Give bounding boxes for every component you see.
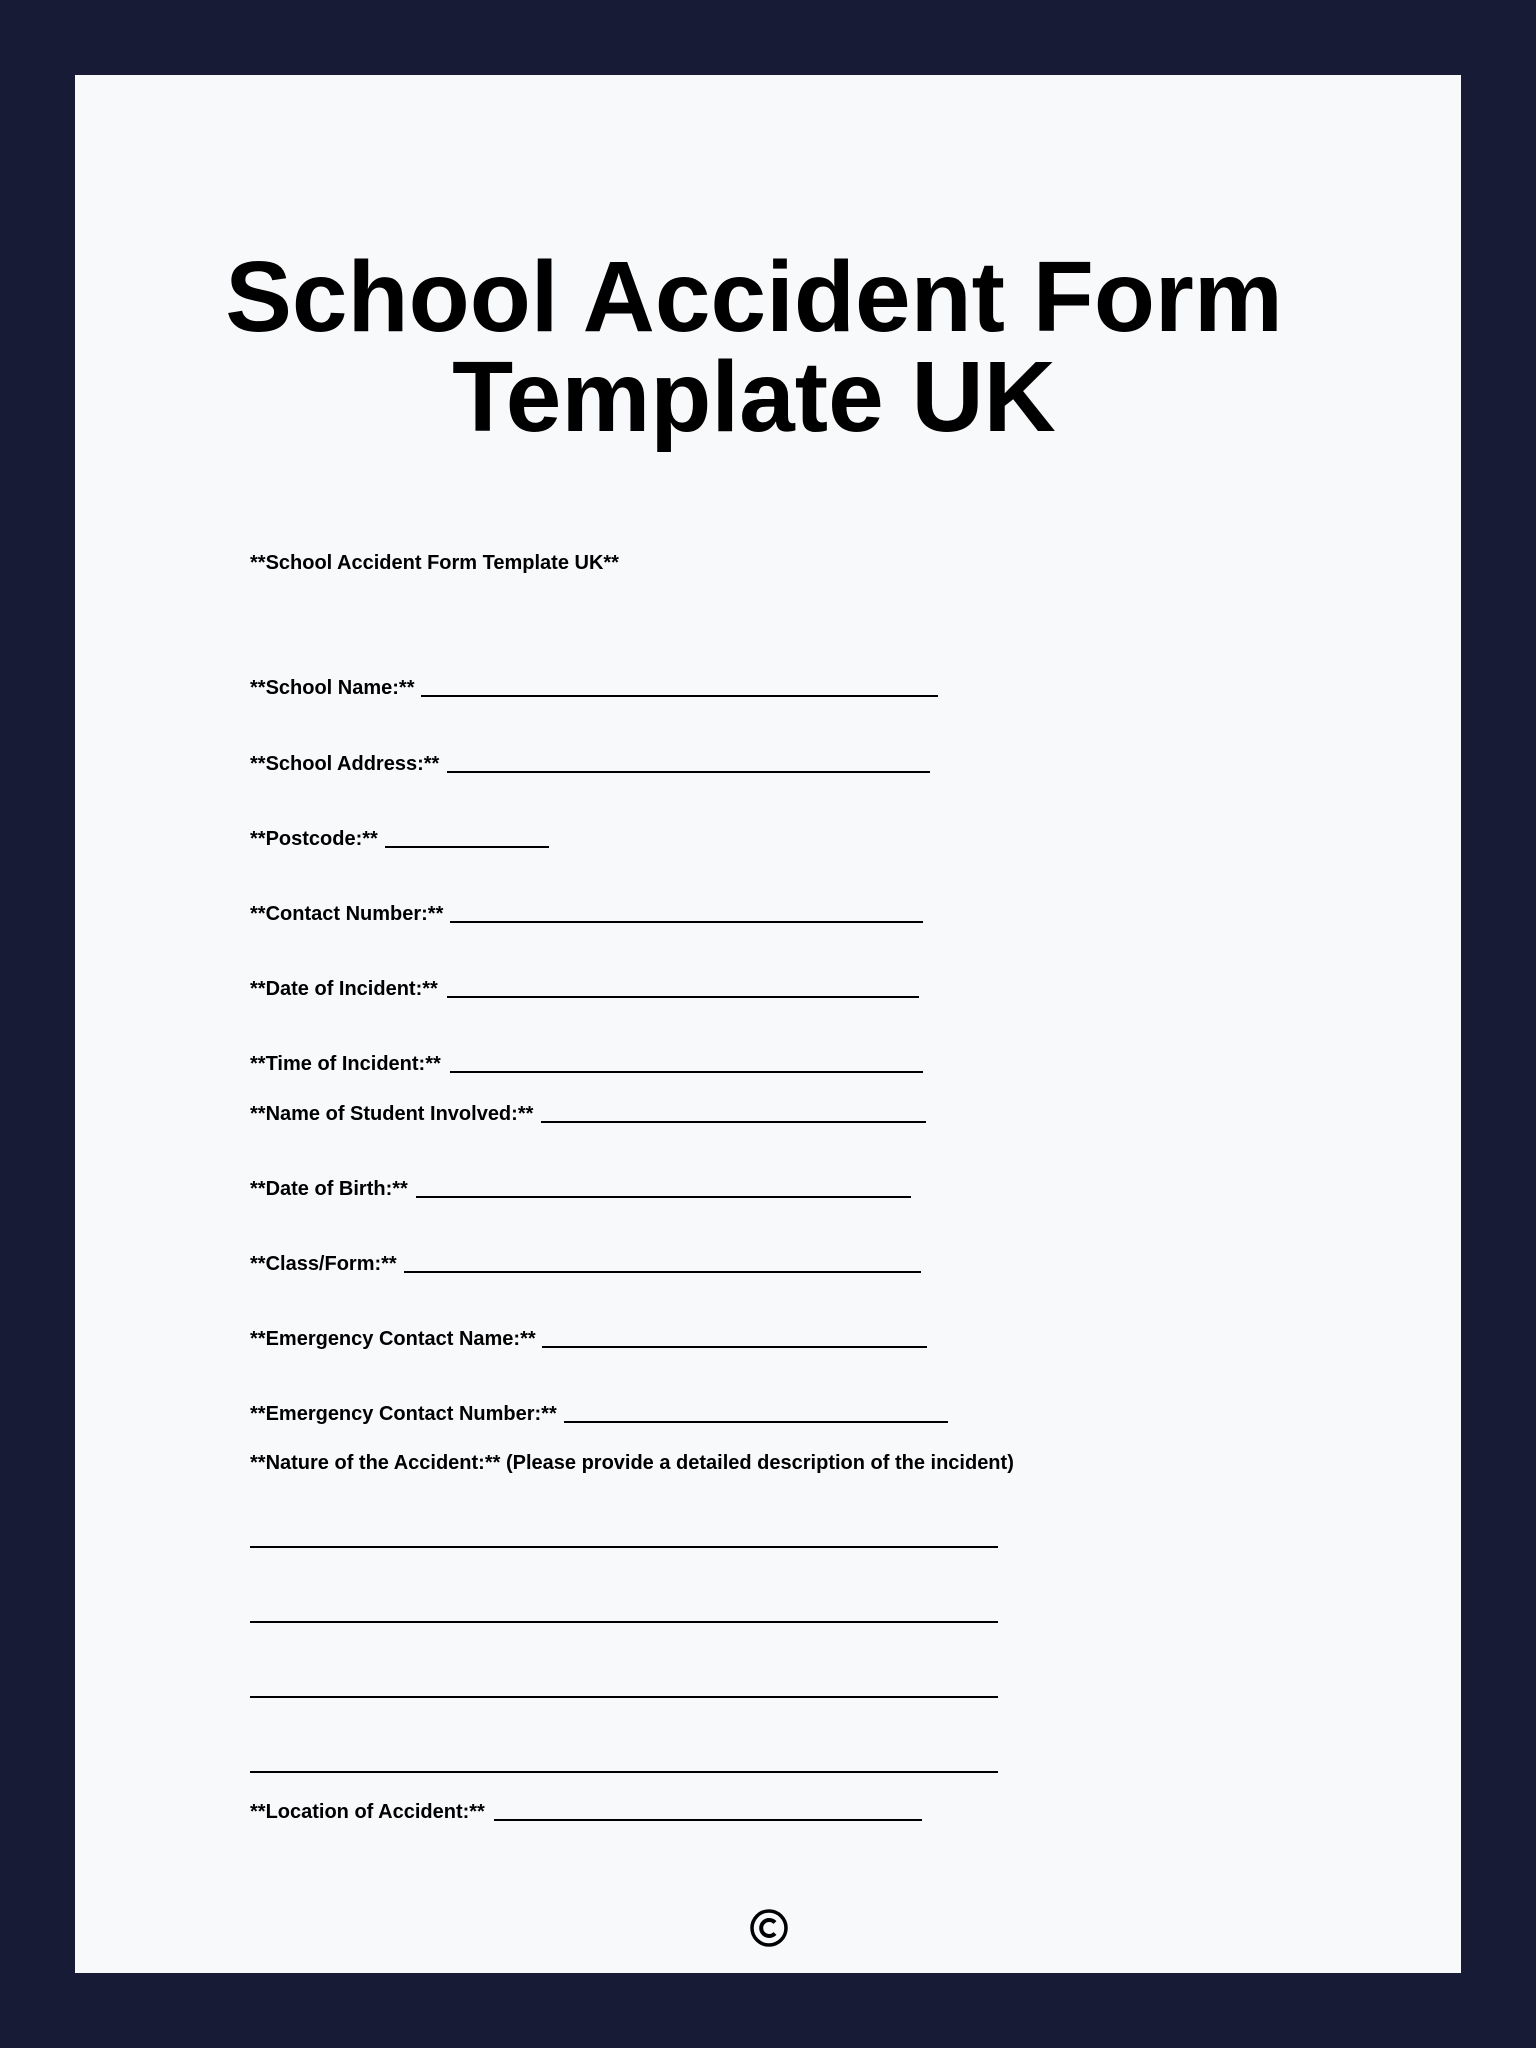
contact-number-input-line[interactable] xyxy=(450,921,923,923)
field-label: **Postcode:** xyxy=(250,828,378,850)
nature-description-line-3[interactable] xyxy=(250,1696,998,1698)
field-label: **Date of Birth:** xyxy=(250,1178,408,1200)
document-page xyxy=(75,75,1461,1973)
page-title xyxy=(75,241,1433,453)
field-label: **Contact Number:** xyxy=(250,903,444,925)
nature-description-line-2[interactable] xyxy=(250,1621,998,1623)
form-subtitle: **School Accident Form Template UK** xyxy=(250,552,619,574)
field-label: **Date of Incident:** xyxy=(250,978,438,1000)
date-of-birth-input-line[interactable] xyxy=(416,1196,911,1198)
nature-description-line-4[interactable] xyxy=(250,1771,998,1773)
emergency-contact-number-input-line[interactable] xyxy=(564,1421,948,1423)
class-form-input-line[interactable] xyxy=(404,1271,921,1273)
field-label: **Name of Student Involved:** xyxy=(250,1103,534,1125)
field-label: **Emergency Contact Name:** xyxy=(250,1328,536,1350)
field-label: **Emergency Contact Number:** xyxy=(250,1403,557,1425)
student-name-input-line[interactable] xyxy=(541,1121,926,1123)
copyright-icon xyxy=(749,1908,789,1948)
time-of-incident-input-line[interactable] xyxy=(450,1071,923,1073)
field-label: **Location of Accident:** xyxy=(250,1801,485,1823)
school-address-input-line[interactable] xyxy=(447,771,930,773)
location-input-line[interactable] xyxy=(494,1819,922,1821)
postcode-input-line[interactable] xyxy=(385,846,549,848)
field-label: **School Address:** xyxy=(250,753,440,775)
school-name-input-line[interactable] xyxy=(421,695,938,697)
date-of-incident-input-line[interactable] xyxy=(447,996,919,998)
nature-of-accident-label: **Nature of the Accident:** (Please provide a detailed description of the incident) xyxy=(250,1452,1014,1474)
field-label: **Class/Form:** xyxy=(250,1253,397,1275)
emergency-contact-name-input-line[interactable] xyxy=(542,1346,927,1348)
title-line-2: Template UK xyxy=(452,341,1056,453)
field-label: **School Name:** xyxy=(250,677,415,699)
field-label: **Time of Incident:** xyxy=(250,1053,441,1075)
title-line-1: School Accident Form xyxy=(225,241,1283,353)
nature-description-line-1[interactable] xyxy=(250,1546,998,1548)
